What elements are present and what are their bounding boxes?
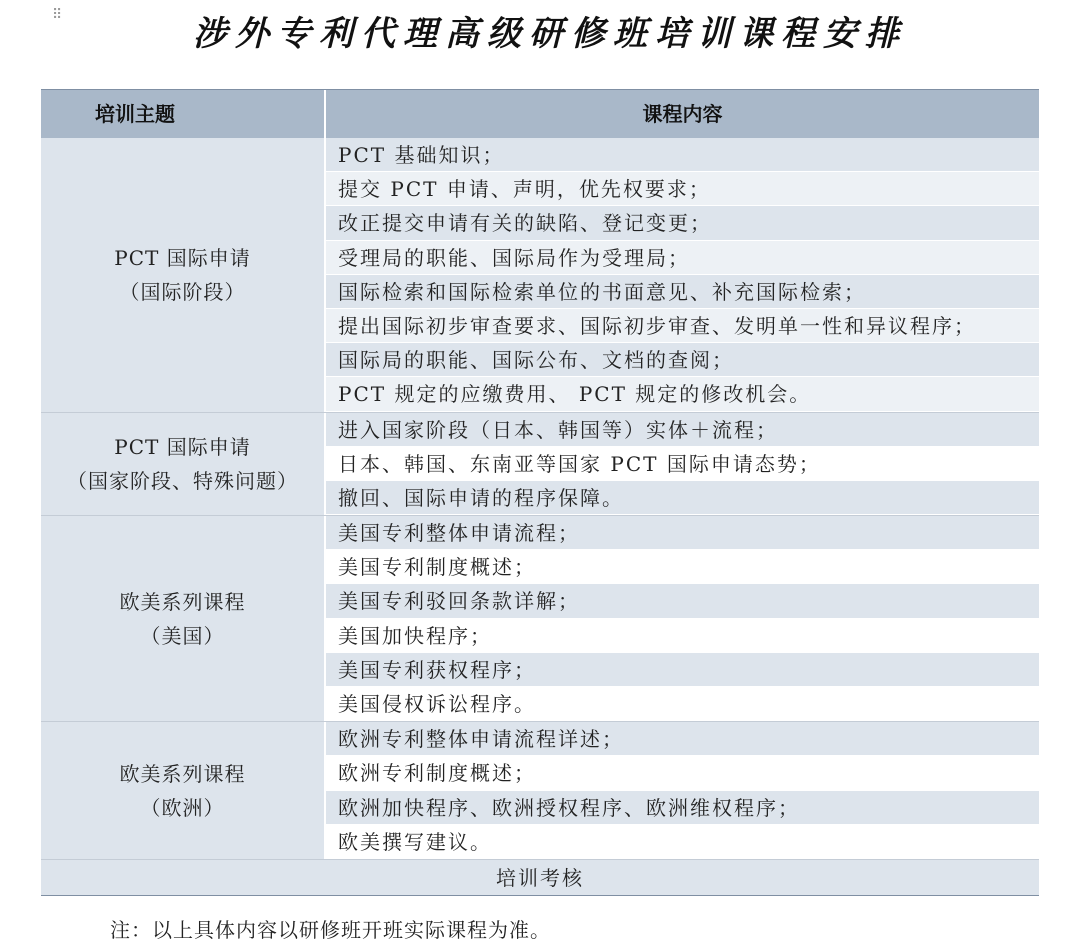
- table-group: [41, 516, 1039, 722]
- course-schedule-table: [41, 89, 1039, 896]
- header-content: 课程内容: [642, 102, 723, 126]
- topic-line: （欧洲）: [140, 795, 225, 820]
- topic-line: （国际阶段）: [119, 279, 246, 304]
- course-item: 欧洲专利整体申请流程详述；: [326, 722, 1039, 756]
- topic-cell: [41, 722, 326, 859]
- footnote: 注：以上具体内容以研修班开班实际课程为准。: [110, 918, 551, 942]
- topic-line: 欧美系列课程: [119, 589, 246, 614]
- table-body: [41, 138, 1039, 860]
- topic-cell: [41, 413, 326, 516]
- course-item: 国际局的职能、国际公布、文档的查阅；: [326, 343, 1039, 377]
- topic-cell: [41, 138, 326, 412]
- course-item: PCT 规定的应缴费用、 PCT 规定的修改机会。: [326, 377, 1039, 411]
- course-item: 欧美撰写建议。: [326, 825, 1039, 859]
- header-topic: 培训主题: [41, 90, 326, 138]
- course-item: 欧洲加快程序、欧洲授权程序、欧洲维权程序；: [326, 791, 1039, 825]
- course-item: 进入国家阶段（日本、韩国等）实体＋流程；: [326, 413, 1039, 447]
- course-item: 欧洲专利制度概述；: [326, 756, 1039, 790]
- course-item: 美国专利驳回条款详解；: [326, 584, 1039, 618]
- table-footer-row: 培训考核: [41, 860, 1039, 896]
- topic-cell: [41, 516, 326, 721]
- course-item: 美国专利制度概述；: [326, 550, 1039, 584]
- topic-line: 欧美系列课程: [119, 761, 246, 786]
- course-item: 美国加快程序；: [326, 619, 1039, 653]
- course-item: 美国专利获权程序；: [326, 653, 1039, 687]
- table-header-row: [41, 90, 1039, 138]
- course-item: 美国侵权诉讼程序。: [326, 687, 1039, 721]
- topic-line: （美国）: [140, 623, 225, 648]
- course-item: PCT 基础知识；: [326, 138, 1039, 172]
- course-item: 改正提交申请有关的缺陷、登记变更；: [326, 206, 1039, 240]
- course-item: 国际检索和国际检索单位的书面意见、补充国际检索；: [326, 275, 1039, 309]
- course-item: 提交 PCT 申请、声明，优先权要求；: [326, 172, 1039, 206]
- course-item: 日本、韩国、东南亚等国家 PCT 国际申请态势；: [326, 447, 1039, 481]
- table-group: [41, 138, 1039, 413]
- table-group: [41, 413, 1039, 517]
- topic-line: （国家阶段、特殊问题）: [67, 468, 298, 493]
- content-cell: [326, 413, 1039, 516]
- course-item: 受理局的职能、国际局作为受理局；: [326, 241, 1039, 275]
- course-item: 撤回、国际申请的程序保障。: [326, 481, 1039, 515]
- topic-line: PCT 国际申请: [114, 434, 251, 459]
- content-cell: [326, 722, 1039, 859]
- content-cell: [326, 138, 1039, 412]
- course-item: 美国专利整体申请流程；: [326, 516, 1039, 550]
- table-group: [41, 722, 1039, 860]
- drag-handle-icon[interactable]: ⠿: [52, 7, 64, 23]
- content-cell: [326, 516, 1039, 721]
- course-item: 提出国际初步审查要求、国际初步审查、发明单一性和异议程序；: [326, 309, 1039, 343]
- topic-line: PCT 国际申请: [114, 245, 251, 270]
- page-title: 涉外专利代理高级研修班培训课程安排: [193, 14, 907, 54]
